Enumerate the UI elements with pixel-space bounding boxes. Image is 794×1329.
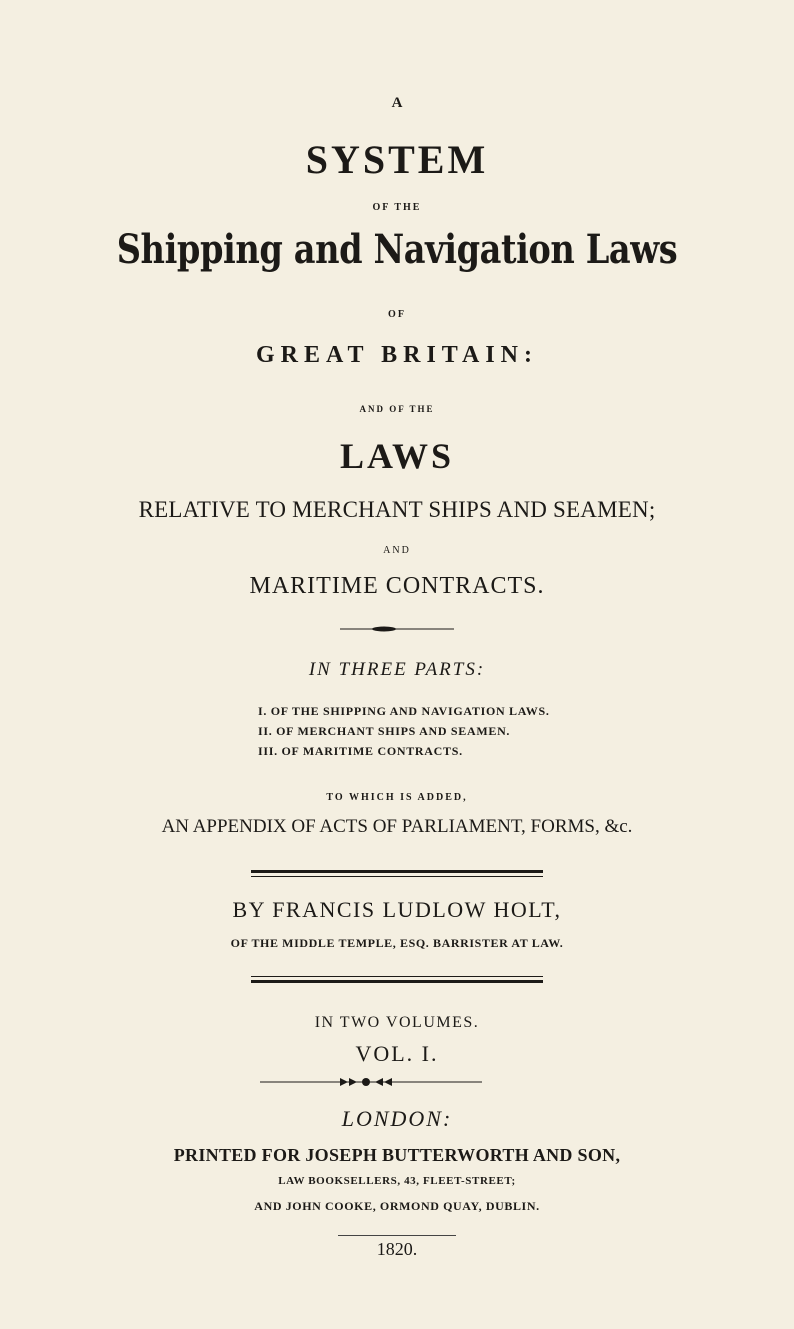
double-rule-mid-thick bbox=[251, 980, 543, 983]
imprint-dublin: AND JOHN COOKE, ORMOND QUAY, DUBLIN. bbox=[254, 1199, 540, 1213]
title-system: SYSTEM bbox=[305, 137, 489, 182]
author-line: BY FRANCIS LUDLOW HOLT, bbox=[232, 897, 562, 922]
of-the-connector: OF THE bbox=[372, 202, 422, 213]
article-a: A bbox=[391, 95, 403, 111]
part-item-3: III. OF MARITIME CONTRACTS. bbox=[258, 744, 463, 758]
imprint-city: LONDON: bbox=[341, 1106, 453, 1131]
ornament-rule-1 bbox=[340, 624, 454, 634]
appendix-line: AN APPENDIX OF ACTS OF PARLIAMENT, FORMS, &c. bbox=[161, 816, 633, 837]
blackletter-title: Shipping and Navigation Laws bbox=[116, 226, 678, 273]
year-rule bbox=[338, 1235, 456, 1236]
parts-heading: IN THREE PARTS: bbox=[308, 659, 486, 680]
relative-subtitle: RELATIVE TO MERCHANT SHIPS AND SEAMEN; bbox=[138, 497, 656, 522]
volumes-line: IN TWO VOLUMES. bbox=[314, 1014, 480, 1031]
of-connector: OF bbox=[388, 309, 406, 320]
publication-year: 1820. bbox=[376, 1239, 418, 1259]
part-item-2: II. OF MERCHANT SHIPS AND SEAMEN. bbox=[258, 724, 511, 738]
and-of-the-connector: AND OF THE bbox=[359, 404, 435, 414]
laws-heading: LAWS bbox=[339, 436, 455, 476]
and-connector: AND bbox=[383, 545, 411, 556]
imprint-address: LAW BOOKSELLERS, 43, FLEET-STREET; bbox=[278, 1175, 516, 1187]
maritime-contracts-subtitle: MARITIME CONTRACTS. bbox=[249, 573, 545, 599]
double-rule-top-thin bbox=[251, 876, 543, 877]
ornament-rule-2 bbox=[260, 1076, 482, 1088]
parts-list bbox=[258, 701, 550, 761]
to-which-added: TO WHICH IS ADDED, bbox=[326, 792, 468, 803]
volume-number: VOL. I. bbox=[355, 1041, 439, 1066]
double-rule-top-thick bbox=[251, 870, 543, 873]
author-title-line: OF THE MIDDLE TEMPLE, ESQ. BARRISTER AT LAW. bbox=[230, 936, 564, 950]
great-britain-heading: GREAT BRITAIN: bbox=[255, 342, 539, 368]
double-rule-mid-thin bbox=[251, 976, 543, 977]
imprint-printer: PRINTED FOR JOSEPH BUTTERWORTH AND SON, bbox=[173, 1145, 621, 1165]
part-item-1: I. OF THE SHIPPING AND NAVIGATION LAWS. bbox=[258, 704, 550, 718]
